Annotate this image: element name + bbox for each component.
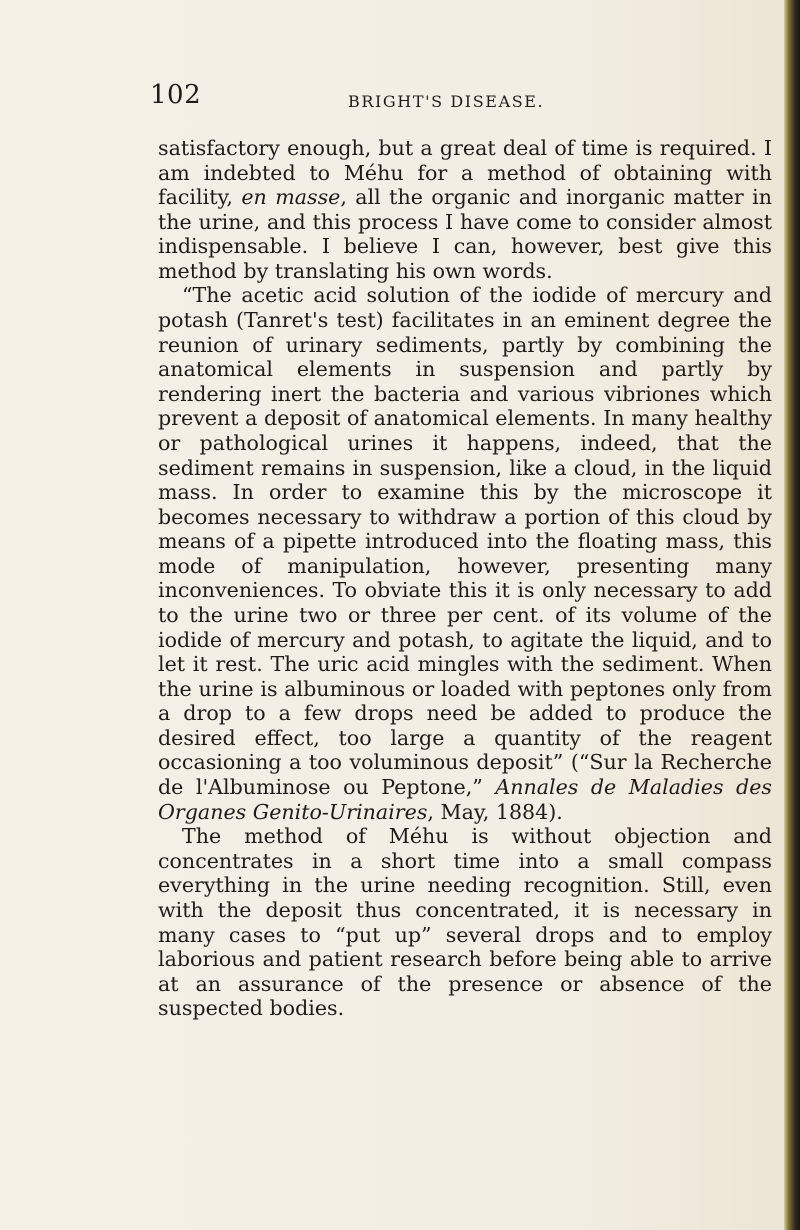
- paragraph-2-citation-end: , May, 1884).: [427, 799, 563, 824]
- paragraph-2-citation-title: Annales de Maladies des Organes Genito-Urinaires: [158, 775, 772, 824]
- paragraph-1-italic: en masse: [241, 185, 341, 210]
- paragraph-1-text-b: , all the organic and inorganic matter in the urine, and this process I have come to consider almost indispensable. I believe I can, however, best give this method by translating his own words.: [158, 185, 772, 283]
- paragraph-1-text-a: satisfactory enough, but a great deal of time is required. I am indebted to Méhu for a method of obtaining with facility,: [158, 136, 772, 210]
- paragraph-2-text: “The acetic acid solution of the iodide of mercury and potash (Tanret's test) facilitates in an eminent degree the reunion of urinary sediments, partly by combining the anatomical elements in suspension and partly by rendering inert the bacteria and various vibriones which prevent a deposit of anatomical elements. In many healthy or pathological urines it happens, indeed, that the sediment remains in suspension, like a cloud, in the liquid mass. In order to examine this by the microscope it becomes necessary to withdraw a portion of this cloud by means of a pipette introduced into the floating mass, this mode of manipulation, however, presenting many inconveniences. To obviate this it is only necessary to add to the urine two or three per cent. of its volume of the iodide of mercury and potash, to agitate the liquid, and to let it rest. The uric acid mingles with the sediment. When the urine is albuminous or loaded with peptones only from a drop to a few drops need be added to produce the desired effect, too large a quantity of the reagent occasioning a too voluminous deposit” (“Sur la Recherche de l'Albuminose ou Peptone,”: [158, 283, 772, 800]
- paragraph-1: [158, 136, 772, 283]
- paragraph-3: The method of Méhu is without objection and concentrates in a short time into a small compass everything in the urine needing recognition. Still, even with the deposit thus concentrated, it is necessary in many cases to “put up” several drops and to employ laborious and patient research before being able to arrive at an assurance of the presence or absence of the suspected bodies.: [158, 824, 772, 1021]
- paragraph-2: [158, 283, 772, 824]
- page-number: 102: [150, 80, 202, 110]
- running-head: BRIGHT'S DISEASE.: [348, 92, 545, 111]
- page-header: [150, 80, 750, 122]
- body-text: [158, 136, 772, 1021]
- book-spine-edge: [784, 0, 800, 1230]
